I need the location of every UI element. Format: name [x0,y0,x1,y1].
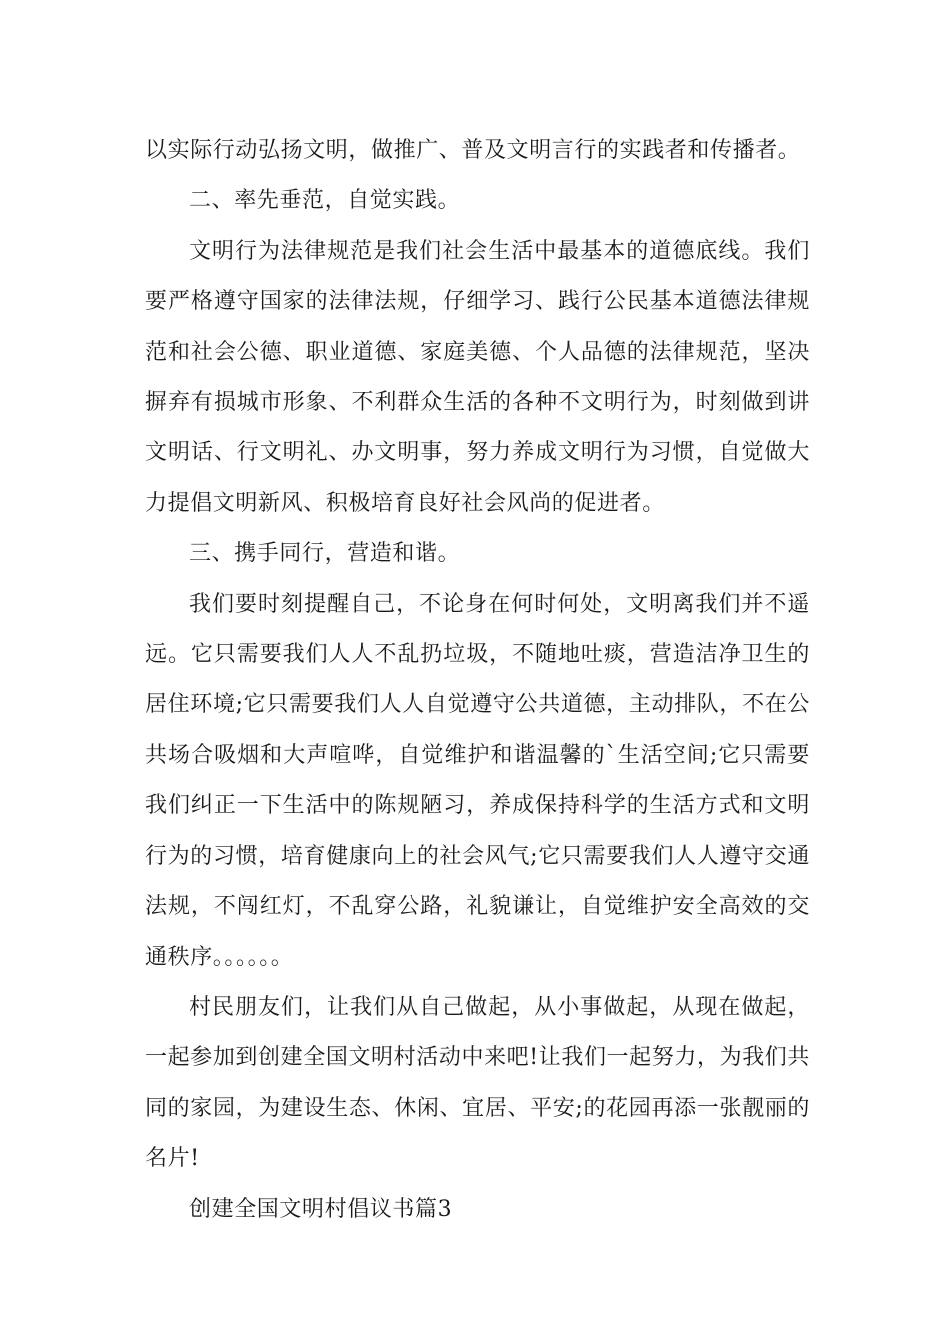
section-heading-2: 二、率先垂范，自觉实践。 [189,188,461,214]
paragraph-civility-reminder: 我们要时刻提醒自己，不论身在何时何处，文明离我们并不遥远。它只需要我们人人不乱扔垃圾，不随地吐痰，营造洁净卫生的居住环境;它只需要我们人人自觉遵守公共道德，主动排队，不在公共场合吸烟和大声喧哗，自觉维护和谐温馨的`生活空间;它只需要我们纠正一下生活中的陈规陋习，养成保持科学的生活方式和文明行为的习惯，培育健康向上的社会风气;它只需要我们人人遵守交通法规，不闯红灯，不乱穿公路，礼貌谦让，自觉维护安全高效的交通秩序。。。。。。 [145,591,810,970]
next-article-title: 创建全国文明村倡议书篇3 [189,1196,453,1222]
section-heading-3: 三、携手同行，营造和谐。 [189,541,461,567]
document-body [145,126,810,1235]
paragraph-legal-norms: 文明行为法律规范是我们社会生活中最基本的道德底线。我们要严格遵守国家的法律法规，仔细学习、践行公民基本道德法律规范和社会公德、职业道德、家庭美德、个人品德的法律规范，坚决摒弃有损城市形象、不利群众生活的各种不文明行为，时刻做到讲文明话、行文明礼、办文明事，努力养成文明行为习惯，自觉做大力提倡文明新风、积极培育良好社会风尚的促进者。 [145,238,810,516]
paragraph-continuation: 以实际行动弘扬文明，做推广、普及文明言行的实践者和传播者。 [145,138,801,163]
paragraph-call-to-action: 村民朋友们，让我们从自己做起，从小事做起，从现在做起，一起参加到创建全国文明村活动中来吧!让我们一起努力，为我们共同的家园，为建设生态、休闲、宜居、平安;的花园再添一张靓丽的名片! [145,994,810,1172]
